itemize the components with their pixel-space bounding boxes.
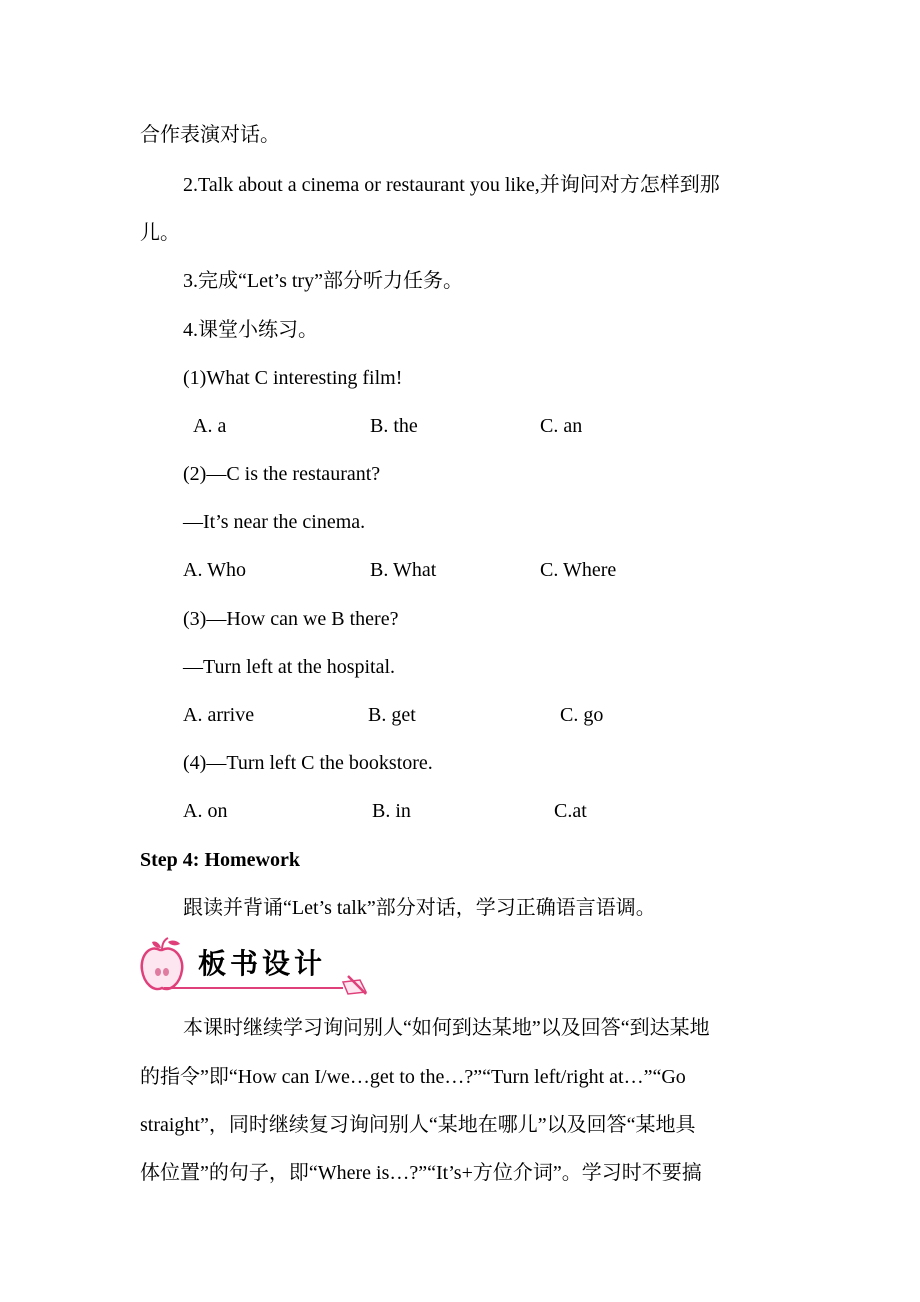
- homework-heading: Step 4: Homework: [140, 849, 300, 871]
- option: C. an: [540, 415, 583, 437]
- option: A. on: [183, 800, 228, 822]
- summary-line: 体位置”的句子，即“Where is…?”“It’s+方位介词”。学习时不要搞: [140, 1162, 702, 1184]
- exercise-answer: —Turn left at the hospital.: [183, 656, 396, 678]
- exercise-question: (1)What C interesting film!: [183, 367, 403, 389]
- option: A. a: [193, 415, 227, 437]
- text-line: 儿。: [140, 222, 180, 244]
- option: A. arrive: [183, 704, 255, 726]
- section-banner: [138, 936, 368, 998]
- exercise-question: (2)—C is the restaurant?: [183, 463, 381, 485]
- option: B. get: [368, 704, 416, 726]
- text-line: 合作表演对话。: [140, 124, 280, 146]
- option: B. in: [372, 800, 411, 822]
- option: C.at: [554, 800, 587, 822]
- summary-line: 本课时继续学习询问别人“如何到达某地”以及回答“到达某地: [183, 1017, 710, 1039]
- text-line: 4.课堂小练习。: [183, 319, 318, 341]
- homework-text: 跟读并背诵“Let’s talk”部分对话，学习正确语言语调。: [183, 897, 656, 919]
- option: C. go: [560, 704, 604, 726]
- option: B. the: [370, 415, 418, 437]
- exercise-question: (3)—How can we B there?: [183, 608, 399, 630]
- text-line: 3.完成“Let’s try”部分听力任务。: [183, 270, 463, 292]
- exercise-question: (4)—Turn left C the bookstore.: [183, 752, 433, 774]
- option: B. What: [370, 559, 437, 581]
- option: A. Who: [183, 559, 246, 581]
- summary-line: 的指令”即“How can I/we…get to the…?”“Turn left/right at…”“Go: [140, 1066, 686, 1088]
- option: C. Where: [540, 559, 617, 581]
- text-line: 2.Talk about a cinema or restaurant you like,并询问对方怎样到那: [183, 174, 720, 196]
- exercise-answer: —It’s near the cinema.: [183, 511, 366, 533]
- summary-line: straight”，同时继续复习询问别人“某地在哪儿”以及回答“某地具: [140, 1114, 696, 1136]
- banner-title: 板书设计: [198, 947, 327, 980]
